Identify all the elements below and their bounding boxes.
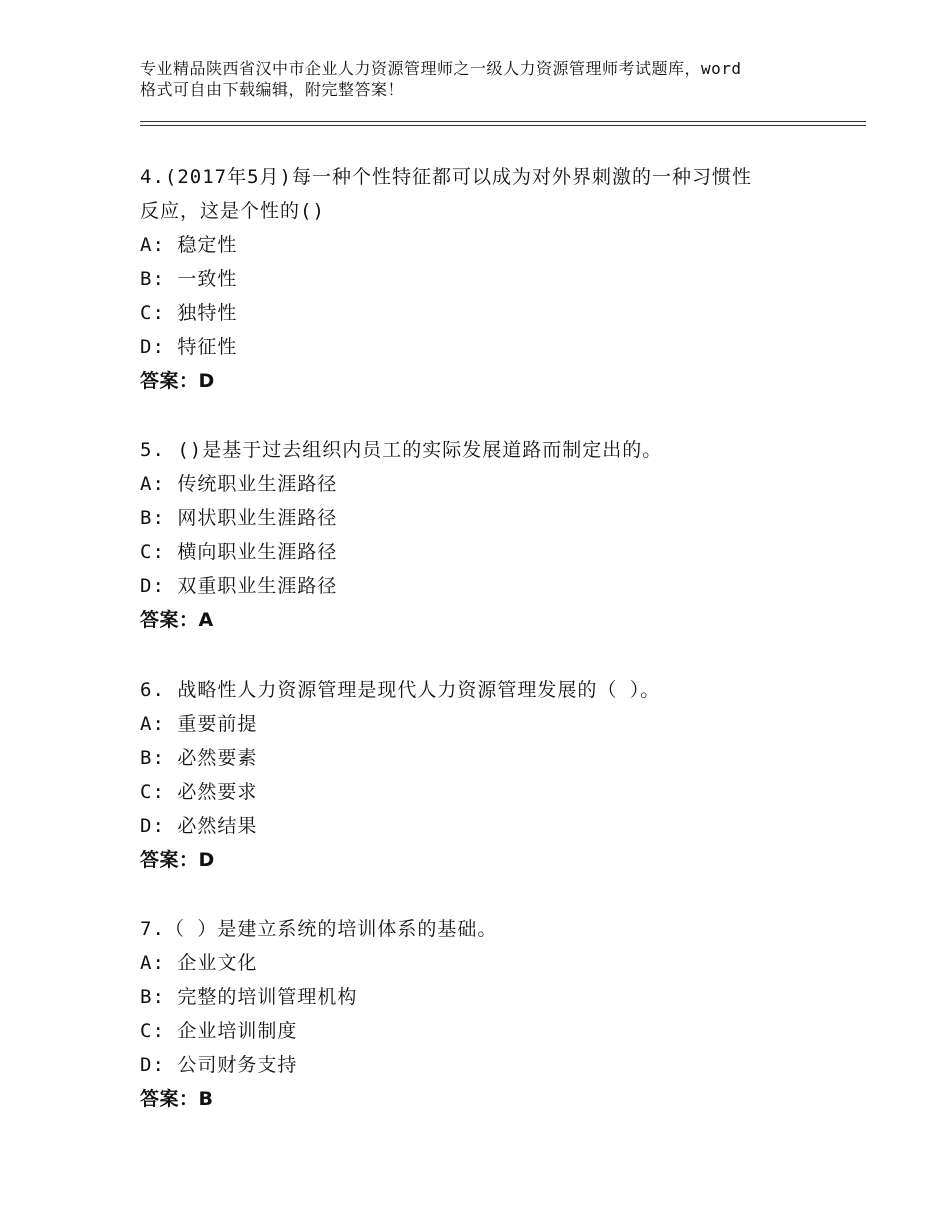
option-b: B: 网状职业生涯路径 (140, 507, 338, 529)
header-line-2: 格式可自由下载编辑，附完整答案！ (140, 80, 405, 99)
answer-label: 答案：D (140, 370, 215, 392)
option-a: A: 传统职业生涯路径 (140, 473, 338, 495)
option-d: D: 公司财务支持 (140, 1054, 298, 1076)
option-d: D: 必然结果 (140, 815, 258, 837)
option-c: C: 企业培训制度 (140, 1020, 298, 1042)
option-c: C: 横向职业生涯路径 (140, 541, 338, 563)
question-block-5 (140, 433, 840, 637)
header-divider-bottom (140, 125, 866, 126)
option-d: D: 特征性 (140, 336, 238, 358)
answer-label: 答案：A (140, 609, 214, 631)
question-stem-continued: 反应，这是个性的() (140, 200, 325, 222)
option-a: A: 企业文化 (140, 952, 258, 974)
question-block-7 (140, 912, 840, 1116)
option-b: B: 必然要素 (140, 747, 258, 769)
question-block-6 (140, 673, 840, 877)
option-b: B: 完整的培训管理机构 (140, 986, 358, 1008)
question-stem: 7.（ ）是建立系统的培训体系的基础。 (140, 918, 498, 940)
document-header (140, 58, 840, 100)
option-c: C: 必然要求 (140, 781, 258, 803)
question-block-4 (140, 160, 840, 398)
answer-label: 答案：B (140, 1088, 214, 1110)
question-stem: 6. 战略性人力资源管理是现代人力资源管理发展的（ ）。 (140, 679, 661, 701)
option-d: D: 双重职业生涯路径 (140, 575, 338, 597)
option-a: A: 重要前提 (140, 713, 258, 735)
question-stem: 5. ()是基于过去组织内员工的实际发展道路而制定出的。 (140, 439, 663, 461)
option-c: C: 独特性 (140, 302, 238, 324)
header-line-1: 专业精品陕西省汉中市企业人力资源管理师之一级人力资源管理师考试题库，word (140, 59, 742, 78)
header-divider-top (140, 121, 866, 122)
answer-label: 答案：D (140, 849, 215, 871)
option-a: A: 稳定性 (140, 234, 238, 256)
question-stem: 4.(2017年5月)每一种个性特征都可以成为对外界刺激的一种习惯性 (140, 166, 752, 188)
option-b: B: 一致性 (140, 268, 238, 290)
